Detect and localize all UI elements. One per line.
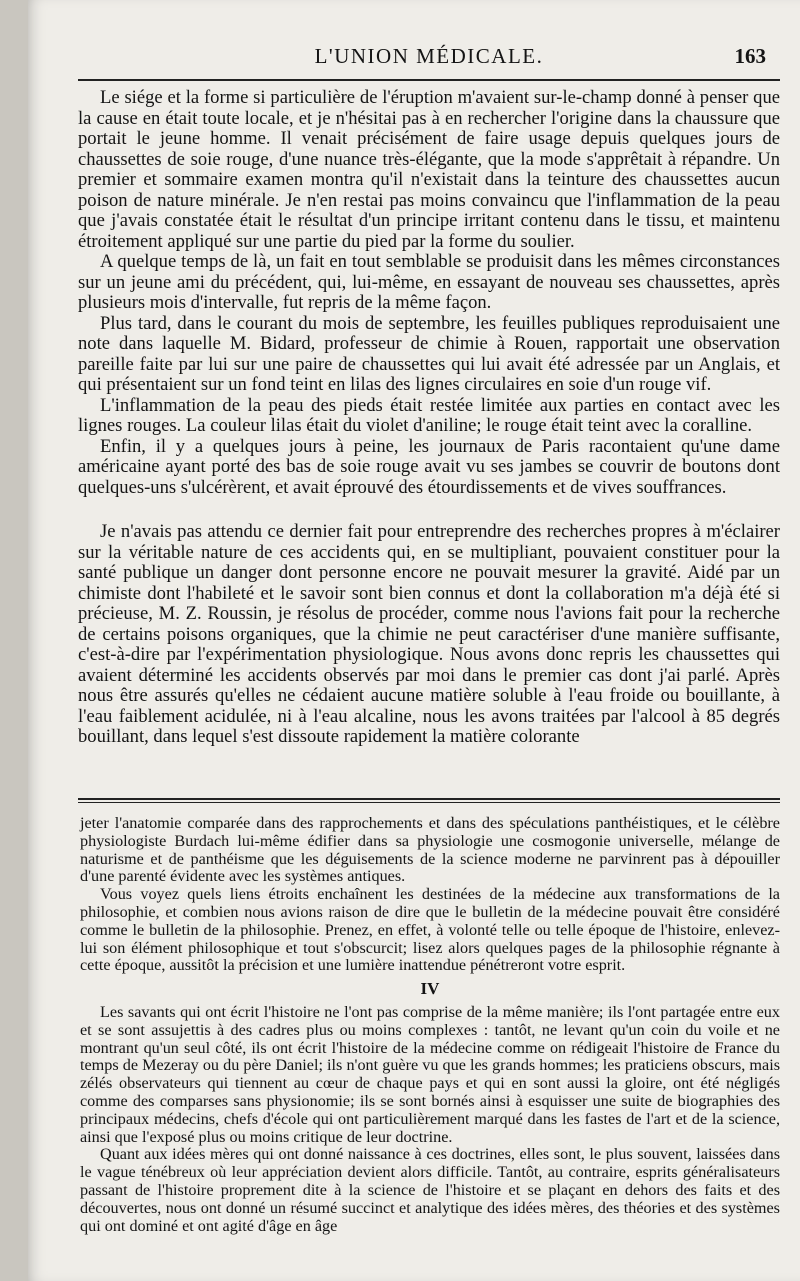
main-paragraph: L'inflammation de la peau des pieds était restée limitée aux parties en contact avec les lignes rouges. La couleur lilas était du violet d'aniline; le rouge était teint avec la coralline. [78, 394, 780, 436]
main-paragraph: Enfin, il y a quelques jours à peine, les journaux de Paris racontaient qu'une dame américaine ayant porté des bas de soie rouge avait vu ses jambes se couvrir de boutons dont quelques-uns s'ulcérèrent, et avait éprouvé des étourdissements et de vives souffrances. [78, 435, 780, 498]
page-number: 163 [734, 44, 766, 68]
header-rule [78, 79, 780, 81]
feuilleton-text [80, 815, 780, 1235]
feuilleton-paragraph: Les savants qui ont écrit l'histoire ne l'ont pas comprise de la même manière; ils l'ont partagée entre eux et se sont assujettis à des cadres plus ou moins complexes : tantôt, ne levant qu'un coin du voile et ne montrant qu'un seul côté, ils ont écrit l'histoire de la médecine comme on rédigeait l'histoire de France du temps de Mezeray ou du père Daniel; ils n'ont guère vu que les grands hommes; les praticiens obscurs, mais zélés observateurs qui tiennent au cœur de chaque pays et qui en sont aussi la gloire, ont été négligés comme des comparses sans physionomie; ils se sont bornés ainsi à esquisser une suite de biographies des principaux médecins, chefs d'école qui ont particulièrement marqué dans les fastes de l'art et de la science, ainsi que l'exposé plus ou moins critique de leur doctrine. [80, 1002, 780, 1146]
feuilleton-paragraph: jeter l'anatomie comparée dans des rapprochements et dans des spéculations panthéistiques, et le célèbre physiologiste Burdach lui-même édifier dans sa physiologie une cosmogonie universelle, mélange de naturisme et de panthéisme que les déguisements de la science moderne ne parvinrent pas à dépouiller d'une parenté évidente avec les systèmes antiques. [80, 814, 780, 886]
journal-page [28, 0, 800, 1281]
running-header [78, 44, 780, 74]
main-paragraph: Je n'avais pas attendu ce dernier fait pour entreprendre des recherches propres à m'éclairer sur la véritable nature de ces accidents qui, en se multipliant, pouvaient constituer pour la santé publique un danger dont personne encore ne pouvait mesurer la gravité. Aidé par un chimiste dont l'habileté et le savoir sont bien connus et dont la collaboration m'a déjà été si précieuse, M. Z. Roussin, je résolus de procéder, comme nous l'avions fait pour la recherche de certains poisons organiques, que la chimie ne peut caractériser d'une manière suffisante, c'est-à-dire par l'expérimentation physiologique. Nous avons donc repris les chaussettes qui avaient déterminé les accidents observés par moi dans le premier cas dont j'ai parlé. Après nous être assurés qu'elles ne cédaient aucune matière soluble à l'eau froide ou bouillante, à l'eau faiblement acidulée, ni à l'eau alcaline, nous les avons traitées par l'alcool à 85 degrés bouillant, dans lequel s'est dissoute rapidement la matière colorante [78, 521, 780, 747]
feuilleton-paragraph: Vous voyez quels liens étroits enchaînent les destinées de la médecine aux transformations de la philosophie, et combien nous avions raison de dire que le bulletin de la médecine pouvait être considéré comme le bulletin de la philosophie. Prenez, en effet, à volonté telle ou telle époque de l'histoire, enlevez-lui son élément philosophique et tout s'obscurcit; lisez alors quelques pages de la philosophie régnante à cette époque, aussitôt la précision et une lumière inattendue pénétreront votre esprit. [80, 885, 780, 975]
main-paragraph: Plus tard, dans le courant du mois de septembre, les feuilles publiques reproduisaient une note dans laquelle M. Bidard, professeur de chimie à Rouen, rapportait une observation pareille faite par lui sur une paire de chaussettes qui lui avait été adressée par un Anglais, et qui présentaient sur un fond teint en lilas des lignes circulaires en soie d'un rouge vif. [78, 312, 780, 395]
main-text [78, 88, 780, 748]
running-title: L'UNION MÉDICALE. [314, 44, 544, 68]
section-numeral: IV [420, 979, 440, 999]
main-paragraph: A quelque temps de là, un fait en tout semblable se produisit dans les mêmes circonstances sur un jeune ami du précédent, qui, lui-même, en essayant de nouveau ses chaussettes, après plusieurs mois d'intervalle, fut repris de la même façon. [78, 251, 780, 313]
feuilleton-rule-top [78, 798, 780, 800]
main-paragraph: Le siége et la forme si particulière de l'éruption m'avaient sur-le-champ donné à penser que la cause en était toute locale, et je n'hésitai pas à en rechercher l'origine dans la chaussure que portait le jeune homme. Il venait précisément de faire usage depuis quelques jours de chaussettes de soie rouge, d'une nuance très-élégante, que la mode s'apprêtait à répandre. Un premier et sommaire examen montra qu'il n'existait dans la teinture des chaussettes aucun poison de nature minérale. Je n'en restai pas moins convaincu que l'inflammation de la peau que j'avais constatée était le résultat d'un principe irritant contenu dans le tissu, et maintenu étroitement appliqué sur une partie du pied par la forme du soulier. [78, 87, 780, 252]
feuilleton-rule-bottom [78, 802, 780, 803]
feuilleton-paragraph: Quant aux idées mères qui ont donné naissance à ces doctrines, elles sont, le plus souvent, laissées dans le vague ténébreux où leur appréciation devient alors difficile. Tantôt, au contraire, esprits généralisateurs passant de l'histoire proprement dite à la science de l'histoire et se plaçant en dehors des faits et des découvertes, nous ont donné un résumé succinct et analytique des idées mères, des théories et des systèmes qui ont dominé et ont agité d'âge en âge [80, 1145, 780, 1235]
